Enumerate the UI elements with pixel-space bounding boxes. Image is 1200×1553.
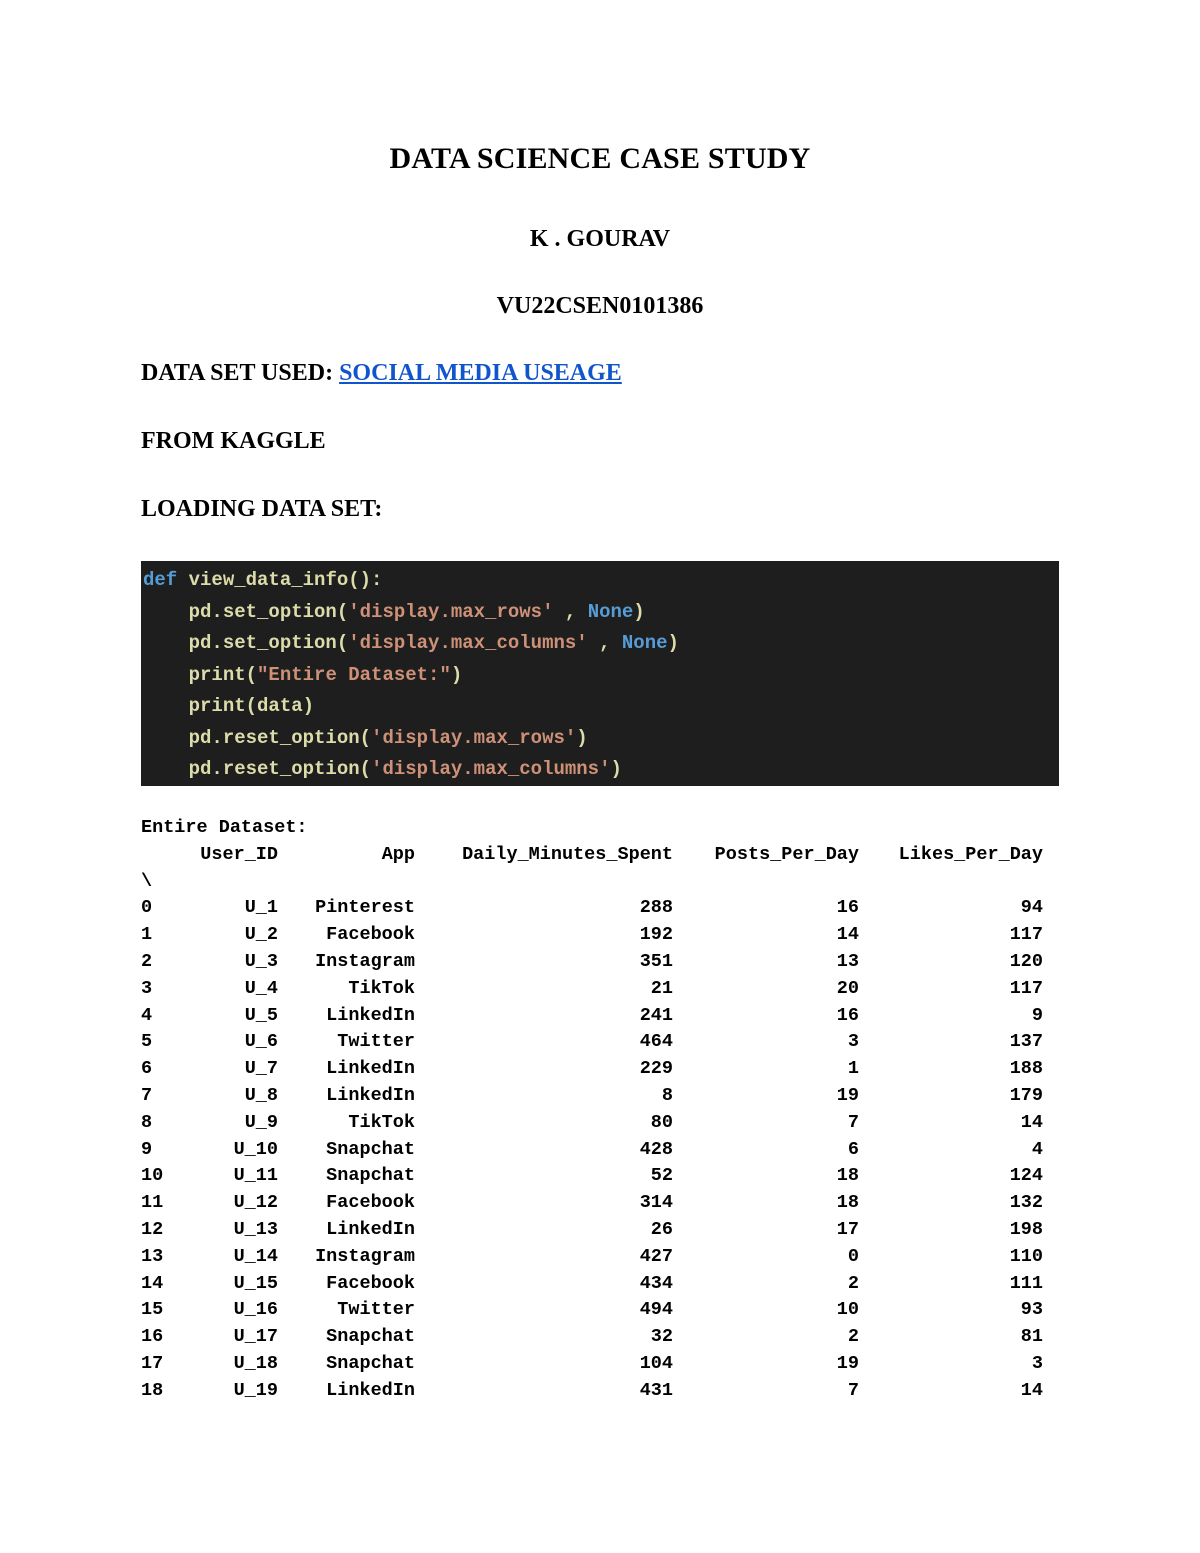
table-cell: 427 bbox=[639, 1245, 673, 1267]
dataset-link[interactable]: SOCIAL MEDIA USEAGE bbox=[339, 360, 622, 386]
table-cell: LinkedIn bbox=[326, 1218, 415, 1240]
table-cell: 351 bbox=[639, 950, 673, 972]
table-rows bbox=[141, 895, 1061, 1404]
table-cell: U_8 bbox=[244, 1084, 278, 1106]
table-cell: U_9 bbox=[244, 1111, 278, 1133]
table-cell: 431 bbox=[639, 1379, 673, 1401]
table-cell: U_4 bbox=[244, 977, 278, 999]
table-cell: U_10 bbox=[233, 1138, 278, 1160]
table-row bbox=[141, 1003, 1061, 1030]
table-cell: 5 bbox=[141, 1031, 153, 1053]
table-cell: 13 bbox=[836, 950, 859, 972]
table-cell: 3 bbox=[141, 977, 153, 999]
table-cell: 18 bbox=[141, 1379, 164, 1401]
table-cell: 9 bbox=[1031, 1004, 1043, 1026]
table-cell: 21 bbox=[650, 977, 673, 999]
table-cell: Instagram bbox=[315, 1245, 415, 1267]
registration-number: VU22CSEN0101386 bbox=[496, 293, 704, 319]
code-line-3: print("Entire Dataset:") bbox=[143, 663, 463, 686]
table-cell: 464 bbox=[639, 1031, 673, 1053]
table-cell: 16 bbox=[836, 1004, 859, 1026]
code-line bbox=[143, 628, 1059, 660]
table-row bbox=[141, 976, 1061, 1003]
table-cell: 9 bbox=[141, 1138, 153, 1160]
table-cell: 6 bbox=[141, 1058, 153, 1080]
code-line-0: def view_data_info(): bbox=[143, 569, 383, 591]
table-cell: 314 bbox=[639, 1192, 673, 1214]
table-cell: Snapchat bbox=[326, 1138, 415, 1160]
output-header-row bbox=[141, 842, 1061, 869]
table-cell: 6 bbox=[847, 1138, 859, 1160]
table-cell: 17 bbox=[141, 1352, 164, 1374]
code-line-1: pd.set_option('display.max_rows' , None) bbox=[143, 600, 645, 623]
code-line bbox=[143, 691, 1059, 723]
dataset-output bbox=[141, 815, 1061, 1405]
table-cell: U_3 bbox=[244, 950, 278, 972]
table-cell: 229 bbox=[639, 1058, 673, 1080]
table-row bbox=[141, 949, 1061, 976]
table-cell: U_2 bbox=[244, 924, 278, 946]
table-cell: 288 bbox=[639, 897, 673, 919]
table-cell: Pinterest bbox=[315, 897, 415, 919]
table-cell: LinkedIn bbox=[326, 1058, 415, 1080]
table-cell: 26 bbox=[650, 1218, 673, 1240]
table-cell: 11 bbox=[141, 1192, 164, 1214]
table-row bbox=[141, 1378, 1061, 1405]
table-cell: U_7 bbox=[244, 1058, 278, 1080]
table-cell: 7 bbox=[847, 1111, 859, 1133]
table-cell: LinkedIn bbox=[326, 1004, 415, 1026]
table-cell: LinkedIn bbox=[326, 1379, 415, 1401]
table-row bbox=[141, 1056, 1061, 1083]
table-cell: 14 bbox=[836, 924, 859, 946]
table-cell: U_5 bbox=[244, 1004, 278, 1026]
table-row bbox=[141, 1244, 1061, 1271]
table-cell: 428 bbox=[639, 1138, 673, 1160]
table-cell: 14 bbox=[1020, 1379, 1043, 1401]
table-cell: 198 bbox=[1009, 1218, 1043, 1240]
code-line-2: pd.set_option('display.max_columns' , None) bbox=[143, 632, 679, 654]
table-cell: 111 bbox=[1009, 1272, 1043, 1294]
table-cell: U_14 bbox=[233, 1245, 278, 1267]
table-cell: 494 bbox=[639, 1299, 673, 1321]
table-cell: 7 bbox=[847, 1379, 859, 1401]
column-header: Likes_Per_Day bbox=[898, 843, 1043, 865]
code-line-6: pd.reset_option('display.max_columns') bbox=[143, 758, 622, 780]
table-cell: 192 bbox=[639, 924, 673, 946]
table-cell: 17 bbox=[836, 1218, 859, 1240]
code-block bbox=[141, 561, 1059, 786]
source-line: FROM KAGGLE bbox=[141, 428, 326, 454]
table-row bbox=[141, 1163, 1061, 1190]
column-header: App bbox=[381, 843, 415, 865]
table-row bbox=[141, 895, 1061, 922]
code-line-4: print(data) bbox=[143, 695, 315, 717]
table-row bbox=[141, 1217, 1061, 1244]
table-cell: 1 bbox=[847, 1058, 859, 1080]
table-cell: 117 bbox=[1009, 924, 1043, 946]
table-cell: 8 bbox=[141, 1111, 153, 1133]
table-cell: Facebook bbox=[326, 924, 415, 946]
table-row bbox=[141, 1083, 1061, 1110]
table-row bbox=[141, 1190, 1061, 1217]
table-cell: 18 bbox=[836, 1192, 859, 1214]
code-line bbox=[143, 723, 1059, 755]
table-cell: 10 bbox=[836, 1299, 859, 1321]
table-cell: Facebook bbox=[326, 1272, 415, 1294]
table-row bbox=[141, 1110, 1061, 1137]
table-cell: 20 bbox=[836, 977, 859, 999]
table-cell: U_17 bbox=[233, 1326, 278, 1348]
table-cell: 104 bbox=[639, 1352, 673, 1374]
table-cell: TikTok bbox=[348, 977, 415, 999]
table-row bbox=[141, 1297, 1061, 1324]
wrap-marker: \ bbox=[141, 870, 153, 892]
table-cell: 8 bbox=[661, 1084, 673, 1106]
table-cell: U_12 bbox=[233, 1192, 278, 1214]
table-row bbox=[141, 1029, 1061, 1056]
table-cell: 94 bbox=[1020, 897, 1043, 919]
table-cell: Instagram bbox=[315, 950, 415, 972]
table-cell: Snapchat bbox=[326, 1352, 415, 1374]
table-cell: 3 bbox=[847, 1031, 859, 1053]
table-cell: 81 bbox=[1020, 1326, 1043, 1348]
table-cell: 13 bbox=[141, 1245, 164, 1267]
table-cell: 4 bbox=[1031, 1138, 1043, 1160]
table-cell: 16 bbox=[141, 1326, 164, 1348]
code-line bbox=[143, 565, 1059, 597]
table-row bbox=[141, 922, 1061, 949]
table-cell: 132 bbox=[1009, 1192, 1043, 1214]
table-cell: 14 bbox=[141, 1272, 164, 1294]
table-cell: 7 bbox=[141, 1084, 153, 1106]
output-heading: Entire Dataset: bbox=[141, 817, 308, 838]
table-cell: 137 bbox=[1009, 1031, 1043, 1053]
code-line bbox=[143, 660, 1059, 692]
table-cell: 18 bbox=[836, 1165, 859, 1187]
table-row bbox=[141, 1137, 1061, 1164]
dataset-label: DATA SET USED: bbox=[141, 360, 340, 386]
table-cell: U_16 bbox=[233, 1299, 278, 1321]
table-cell: 2 bbox=[847, 1272, 859, 1294]
table-cell: 124 bbox=[1009, 1165, 1043, 1187]
table-cell: U_11 bbox=[233, 1165, 278, 1187]
table-cell: 0 bbox=[847, 1245, 859, 1267]
column-header: User_ID bbox=[200, 843, 278, 865]
table-cell: 12 bbox=[141, 1218, 164, 1240]
table-cell: 3 bbox=[1031, 1352, 1043, 1374]
code-line-5: pd.reset_option('display.max_rows') bbox=[143, 726, 588, 749]
loading-heading: LOADING DATA SET: bbox=[141, 496, 383, 522]
table-cell: U_13 bbox=[233, 1218, 278, 1240]
document-title: DATA SCIENCE CASE STUDY bbox=[389, 142, 811, 175]
table-cell: 19 bbox=[836, 1084, 859, 1106]
table-cell: Twitter bbox=[337, 1031, 415, 1053]
table-cell: 52 bbox=[650, 1165, 673, 1187]
table-cell: 117 bbox=[1009, 977, 1043, 999]
table-cell: 93 bbox=[1020, 1299, 1043, 1321]
table-cell: 4 bbox=[141, 1004, 153, 1026]
table-cell: 1 bbox=[141, 924, 153, 946]
table-cell: LinkedIn bbox=[326, 1084, 415, 1106]
table-cell: U_18 bbox=[233, 1352, 278, 1374]
table-cell: 2 bbox=[847, 1326, 859, 1348]
table-cell: 14 bbox=[1020, 1111, 1043, 1133]
table-cell: U_19 bbox=[233, 1379, 278, 1401]
table-cell: 179 bbox=[1009, 1084, 1043, 1106]
table-cell: 188 bbox=[1009, 1058, 1043, 1080]
table-cell: U_1 bbox=[244, 897, 278, 919]
table-cell: Snapchat bbox=[326, 1165, 415, 1187]
code-line bbox=[143, 754, 1059, 786]
table-cell: U_15 bbox=[233, 1272, 278, 1294]
table-cell: 110 bbox=[1009, 1245, 1043, 1267]
table-cell: 32 bbox=[650, 1326, 673, 1348]
table-cell: 80 bbox=[650, 1111, 673, 1133]
table-cell: Twitter bbox=[337, 1299, 415, 1321]
dataset-used-line bbox=[141, 360, 622, 387]
table-cell: TikTok bbox=[348, 1111, 415, 1133]
table-row bbox=[141, 1351, 1061, 1378]
table-cell: U_6 bbox=[244, 1031, 278, 1053]
column-header: Posts_Per_Day bbox=[714, 843, 859, 865]
author-name: K . GOURAV bbox=[529, 226, 671, 252]
table-cell: 19 bbox=[836, 1352, 859, 1374]
table-cell: 16 bbox=[836, 897, 859, 919]
table-cell: Snapchat bbox=[326, 1326, 415, 1348]
code-line bbox=[143, 597, 1059, 629]
table-cell: 10 bbox=[141, 1165, 164, 1187]
table-row bbox=[141, 1271, 1061, 1298]
column-header: Daily_Minutes_Spent bbox=[462, 843, 673, 865]
table-cell: 15 bbox=[141, 1299, 164, 1321]
table-cell: Facebook bbox=[326, 1192, 415, 1214]
table-cell: 241 bbox=[639, 1004, 673, 1026]
table-cell: 120 bbox=[1009, 950, 1043, 972]
table-row bbox=[141, 1324, 1061, 1351]
table-cell: 434 bbox=[639, 1272, 673, 1294]
table-cell: 0 bbox=[141, 897, 153, 919]
table-cell: 2 bbox=[141, 950, 153, 972]
